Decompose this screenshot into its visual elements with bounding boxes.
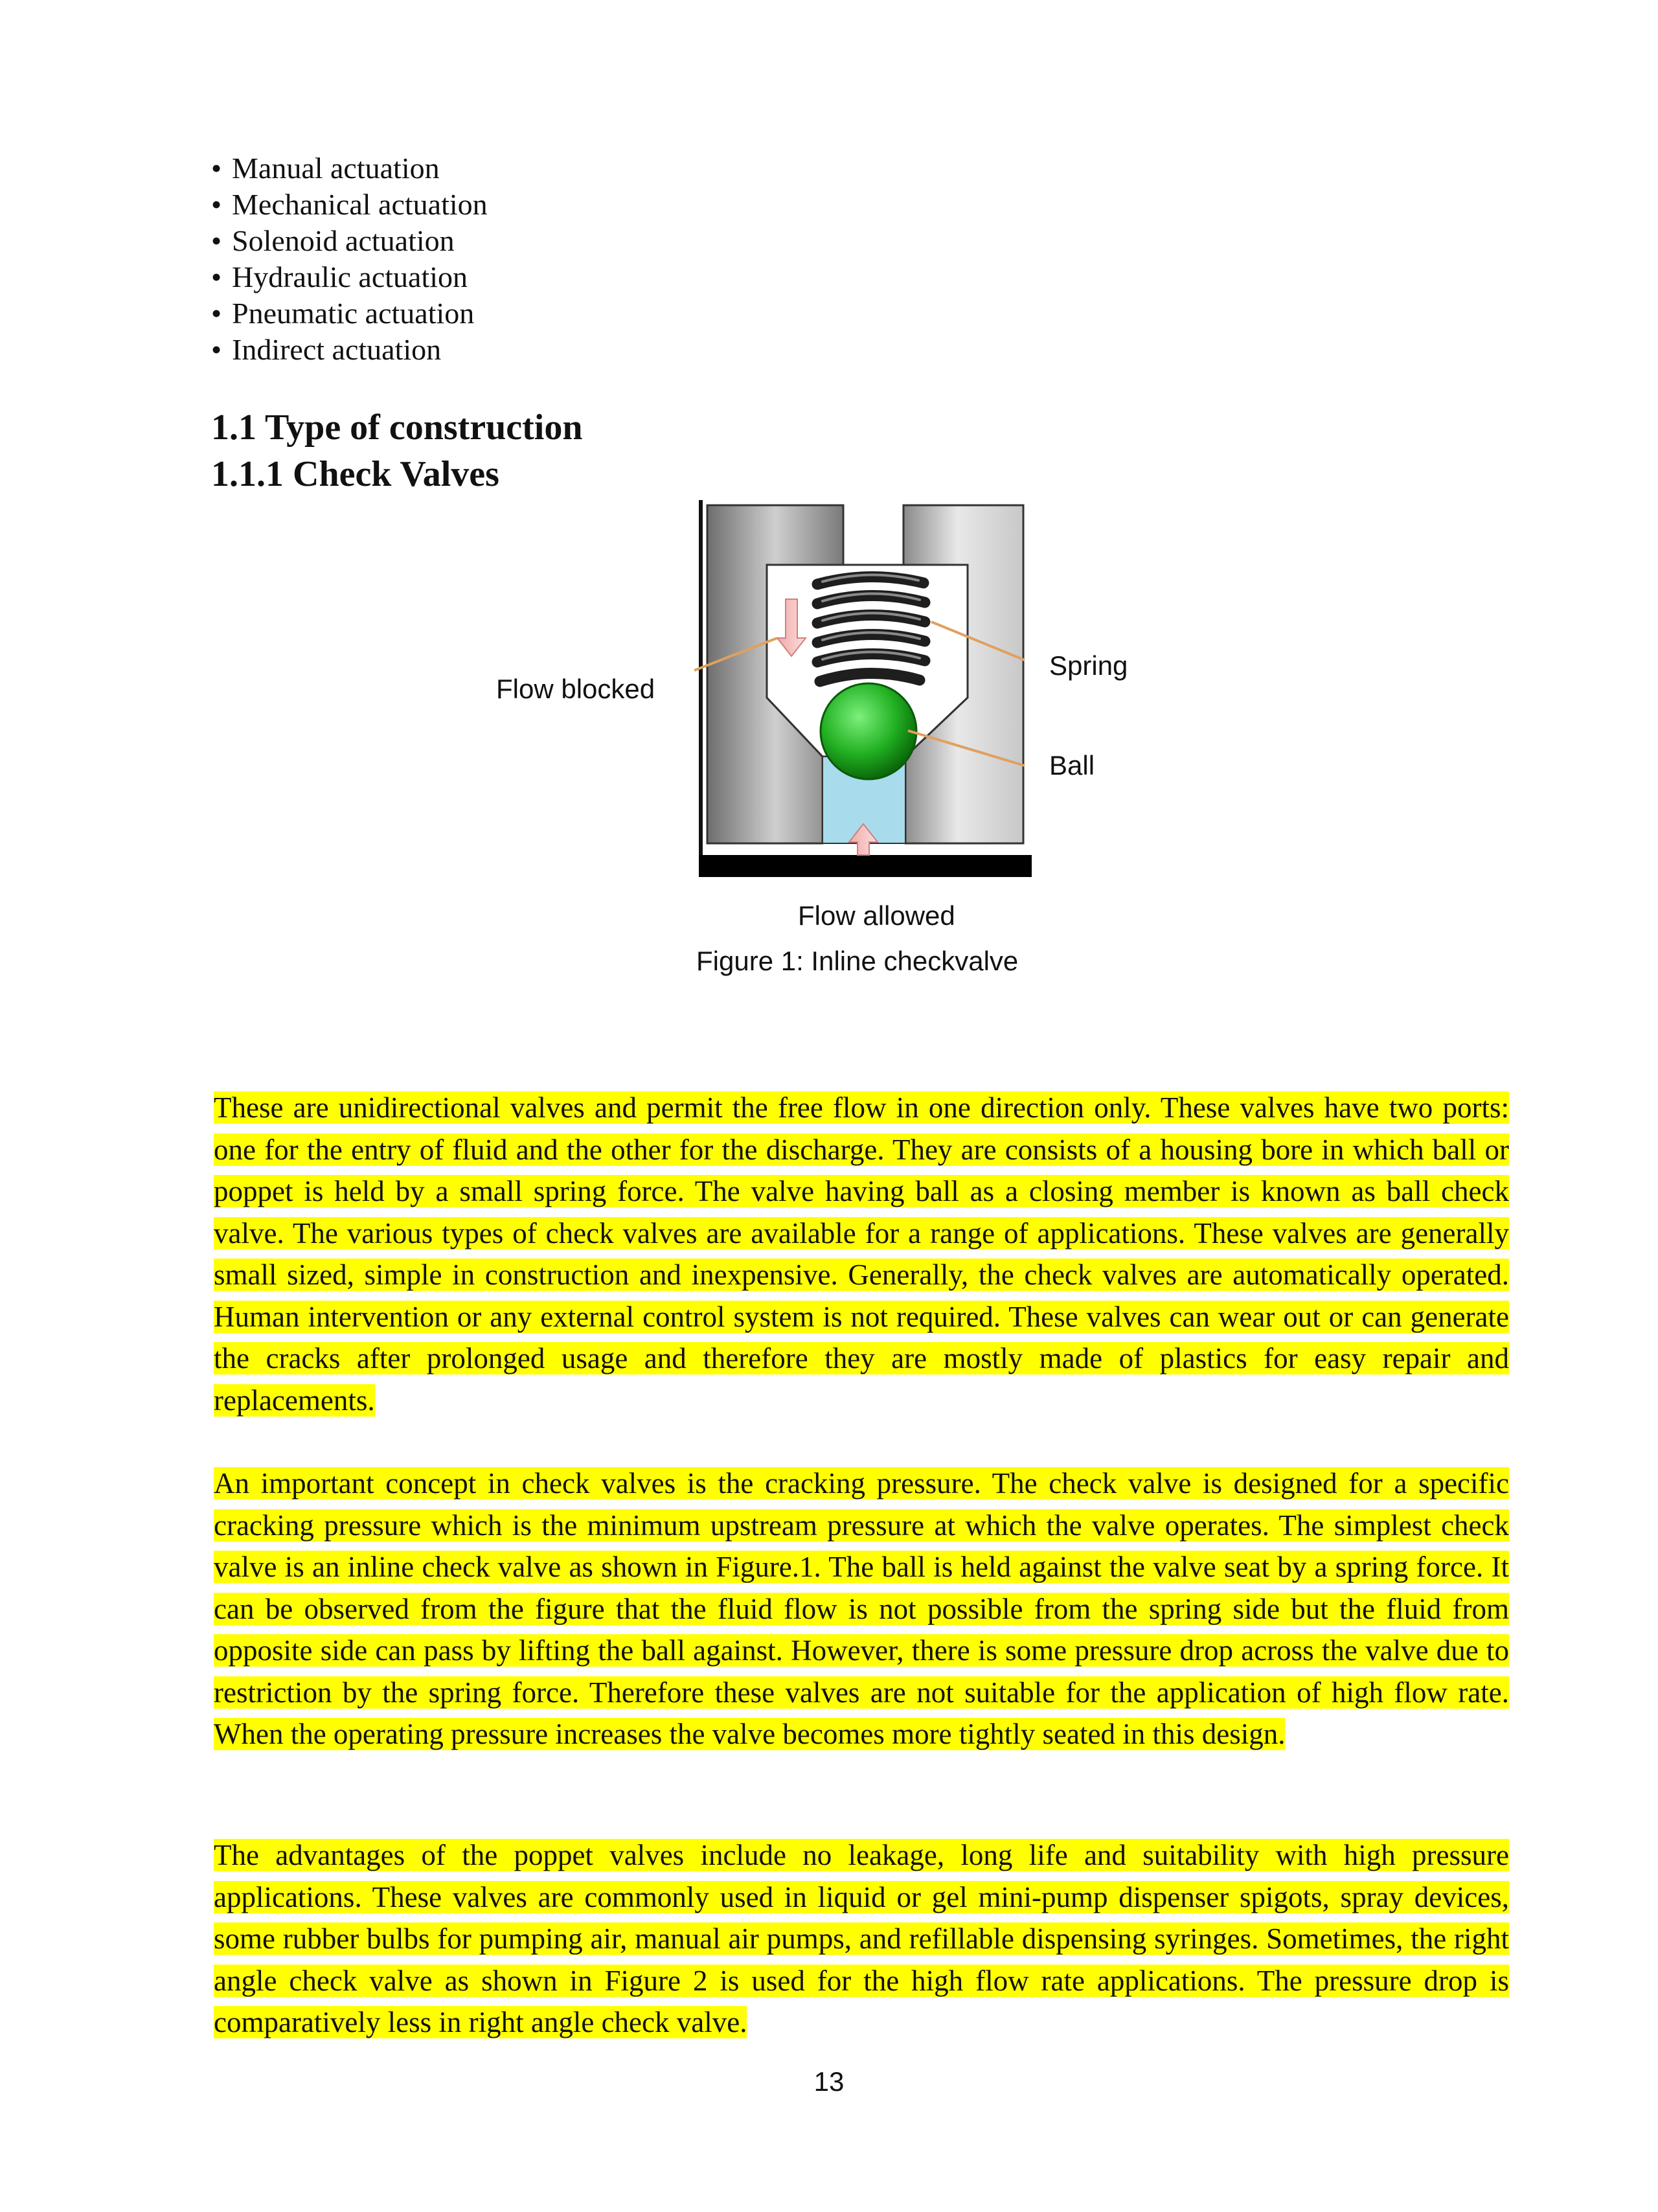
- list-item: • Hydraulic actuation: [211, 259, 488, 295]
- flow-blocked-label: Flow blocked: [496, 674, 655, 704]
- paragraph: An important concept in check valves is the cracking pressure. The check valve is designed for a specific cracking pressure which is the minimum upstream pressure at which the valve operates. The simplest check valve is an inline check valve as shown in Figure.1. The ball is held against the valve seat by a spring force. It can be observed from the figure that the fluid flow is not possible from the spring side but the fluid from opposite side can pass by lifting the ball against. However, there is some pressure drop across the valve due to restriction by the spring force. Therefore these valves are not suitable for the application of high flow rate. When the operating pressure increases the valve becomes more tightly seated in this design.: [214, 1467, 1509, 1750]
- list-item: • Mechanical actuation: [211, 187, 488, 223]
- bullet-icon: •: [211, 297, 222, 330]
- ball-label: Ball: [1049, 750, 1095, 781]
- section-heading: 1.1 Type of construction: [211, 407, 583, 448]
- subsection-heading: 1.1.1 Check Valves: [211, 454, 499, 494]
- check-valve-figure: [0, 0, 1658, 907]
- list-item: • Solenoid actuation: [211, 223, 488, 259]
- bullet-icon: •: [211, 188, 222, 221]
- spring-label: Spring: [1049, 650, 1128, 681]
- list-item: • Manual actuation: [211, 150, 488, 187]
- flow-allowed-label: Flow allowed: [798, 900, 955, 931]
- ball-icon: [821, 683, 916, 779]
- list-item: • Pneumatic actuation: [211, 295, 488, 332]
- base-bar: [699, 855, 1032, 877]
- list-item: • Indirect actuation: [211, 332, 488, 368]
- page-number: 13: [813, 2066, 845, 2097]
- bullet-icon: •: [211, 152, 222, 185]
- paragraph: These are unidirectional valves and permit the free flow in one direction only. These valves have two ports: one for the entry of fluid and the other for the discharge. They are consists of a housing bore in which ball or poppet is held by a small spring force. The valve having ball as a closing member is known as ball check valve. The various types of check valves are available for a range of applications. These valves are generally small sized, simple in construction and inexpensive. Generally, the check valves are automatically operated. Human intervention or any external control system is not required. These valves can wear out or can generate the cracks after prolonged usage and therefore they are mostly made of plastics for easy repair and replacements.: [214, 1091, 1509, 1417]
- figure-caption: Figure 1: Inline checkvalve: [696, 946, 1019, 976]
- paragraph: The advantages of the poppet valves include no leakage, long life and suitability with high pressure applications. These valves are commonly used in liquid or gel mini-pump dispenser spigots, spray devices, some rubber bulbs for pumping air, manual air pumps, and refillable dispensing syringes. Sometimes, the right angle check valve as shown in Figure 2 is used for the high flow rate applications. The pressure drop is comparatively less in right angle check valve.: [214, 1839, 1509, 2038]
- bullet-icon: •: [211, 260, 222, 293]
- bullet-icon: •: [211, 224, 222, 257]
- bullet-icon: •: [211, 333, 222, 366]
